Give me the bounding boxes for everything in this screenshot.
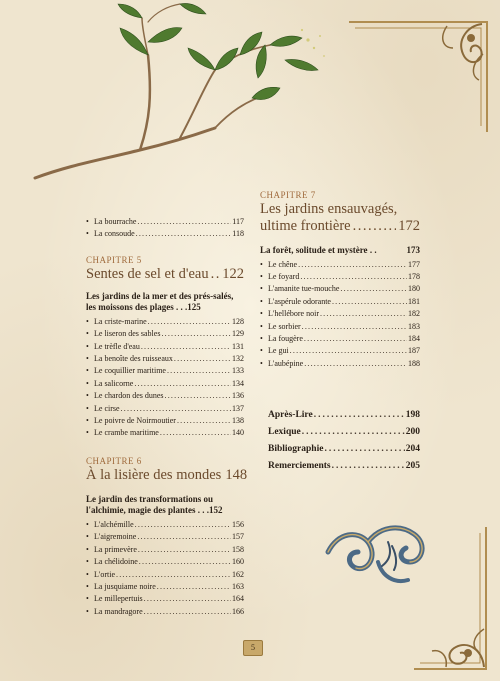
chapter-title-text: ultime frontière [260, 218, 351, 234]
toc-entry[interactable]: • L'alchémille ..... 156 [86, 519, 244, 531]
chapter-label: CHAPITRE 6 [86, 455, 142, 466]
toc-entry[interactable]: • L'ortie ..... 162 [86, 569, 244, 581]
toc-entry[interactable]: • Le poivre de Noirmoutier ..... 138 [86, 415, 244, 427]
toc-entry[interactable]: • L'aspérule odorante ..... 181 [260, 296, 420, 308]
corner-ornament [347, 14, 492, 134]
chapter-title-text: Les jardins ensauvagés, [260, 201, 398, 217]
entry-label: La consoude [94, 229, 135, 239]
section-title[interactable]: Le jardin des transformations ou l'alchimie, magie des plantes . . .152 [86, 493, 223, 516]
chapter-page: 122 [222, 265, 244, 282]
toc-entry[interactable]: • La chélidoine ..... 160 [86, 556, 244, 568]
entry-page: 118 [232, 229, 244, 239]
toc-entry[interactable]: • La consoude ..... 118 [86, 228, 244, 240]
entry-label: La bourrache [94, 217, 137, 226]
toc-left-column [86, 216, 248, 618]
chapter-label: CHAPITRE 5 [86, 254, 142, 265]
toc-entry[interactable]: • Le liseron des sables ..... 129 [86, 328, 244, 340]
toc-entry[interactable]: • Le trèfle d'eau ..... 131 [86, 341, 244, 353]
section-title[interactable]: Les jardins de la mer et des prés-salés, les moissons des plages . . .125 [86, 290, 234, 313]
chapter-title[interactable] [86, 266, 244, 283]
toc-entry[interactable]: • Le millepertuis ..... 164 [86, 593, 244, 605]
leaf-branch-illustration [30, 0, 330, 190]
celtic-flourish [318, 512, 438, 597]
toc-entry[interactable]: • Le foyard ..... 178 [260, 271, 420, 283]
chapter-title-text: À la lisière des mondes [86, 466, 222, 483]
section-page: 125 [187, 302, 201, 313]
toc-entry[interactable]: • La criste-marine ..... 128 [86, 316, 244, 328]
section-title-text: Les jardins de la mer et des prés-salés, les moissons des plages [86, 290, 234, 313]
section-page: 173 [406, 245, 420, 255]
toc-entry[interactable]: • La fougère ..... 184 [260, 333, 420, 345]
toc-entry[interactable]: • Le chêne ..... 177 [260, 259, 420, 271]
page-number: 5 [243, 640, 263, 656]
toc-annexes [268, 407, 420, 475]
toc-entry[interactable]: • L'aigremoine ..... 157 [86, 531, 244, 543]
toc-entry[interactable]: • Le gui ..... 187 [260, 345, 420, 357]
chapter-label: CHAPITRE 7 [260, 190, 316, 200]
section-title-text: La forêt, solitude et mystère [260, 245, 368, 255]
toc-entry[interactable]: • La jusquiame noire ..... 163 [86, 581, 244, 593]
section-page: 152 [209, 505, 223, 516]
chapter-title-text: Sentes de sel et d'eau [86, 265, 209, 282]
section-title[interactable]: La forêt, solitude et mystère . . 173 [260, 245, 420, 255]
annex-entry[interactable]: Lexique ..... 200 [268, 424, 420, 441]
annex-entry[interactable]: Après-Lire ..... 198 [268, 407, 420, 424]
toc-entry[interactable]: • Le coquillier maritime ..... 133 [86, 365, 244, 377]
toc-right-column [260, 190, 420, 370]
chapter-page: 172 [398, 218, 420, 234]
toc-entry[interactable]: • Le chardon des dunes ..... 136 [86, 390, 244, 402]
toc-entry[interactable]: • Le sorbier ..... 183 [260, 321, 420, 333]
toc-entry[interactable]: • Le cirse ..... 137 [86, 403, 244, 415]
toc-entry[interactable]: • La mandragore ..... 166 [86, 606, 244, 618]
chapter-title[interactable] [260, 201, 420, 218]
chapter-page: 148 [225, 466, 248, 483]
toc-entry[interactable]: • La bourrache ..... 117 [86, 216, 244, 228]
entry-page: 117 [232, 217, 244, 226]
toc-entry[interactable]: • L'amanite tue-mouche ..... 180 [260, 283, 420, 295]
annex-entry[interactable]: Bibliographie ..... 204 [268, 441, 420, 458]
chapter-title[interactable] [86, 466, 248, 484]
section-title-text: Le jardin des transformations ou l'alchimie, magie des plantes [86, 493, 214, 516]
annex-entry[interactable]: Remerciements ..... 205 [268, 458, 420, 475]
chapter-title-line2[interactable] [260, 218, 420, 235]
toc-entry[interactable]: • L'aubépine ..... 188 [260, 358, 420, 370]
toc-entry[interactable]: • La salicorne ..... 134 [86, 378, 244, 390]
toc-entry[interactable]: • La primevère ..... 158 [86, 544, 244, 556]
toc-entry[interactable]: • La benoîte des ruisseaux ..... 132 [86, 353, 244, 365]
toc-entry[interactable]: • Le crambe maritime ..... 140 [86, 427, 244, 439]
toc-entry[interactable]: • L'hellébore noir ..... 182 [260, 308, 420, 320]
